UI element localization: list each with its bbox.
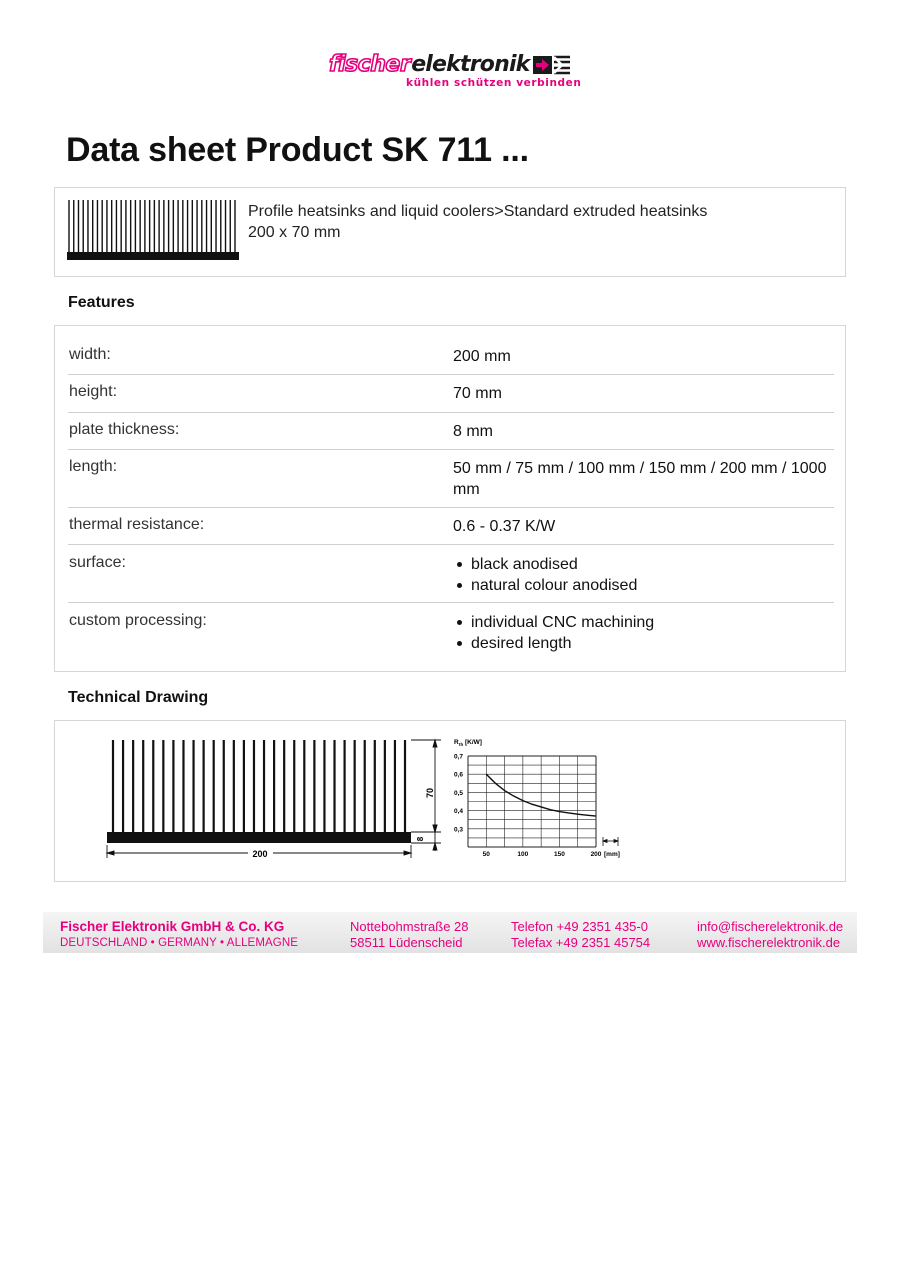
feature-row-thermal-resistance: [68, 516, 834, 545]
fin: [223, 740, 225, 833]
footer-phone: Telefon +49 2351 435-0: [511, 919, 648, 934]
feature-value: 8 mm: [453, 423, 493, 440]
footer-email-link[interactable]: info@fischerelektronik.de: [697, 919, 844, 934]
fin: [213, 740, 215, 833]
list-item: desired length: [453, 633, 828, 654]
feature-value: 200 mm: [453, 348, 511, 365]
footer-company: Fischer Elektronik GmbH & Co. KG: [60, 919, 285, 934]
fin: [394, 740, 396, 833]
feature-key: width:: [69, 346, 111, 363]
y-tick-label: 0,7: [453, 753, 463, 761]
feature-key: thermal resistance:: [69, 516, 205, 533]
fin: [83, 200, 84, 252]
fin: [168, 200, 169, 252]
chart-grid: [468, 756, 596, 847]
fin: [293, 740, 295, 833]
chart-ylabel-sub: th: [459, 742, 464, 747]
feature-value-list: [453, 554, 828, 596]
fin: [192, 740, 194, 833]
features-table: [54, 325, 846, 672]
heatsink-cross-section: [107, 740, 411, 843]
page-footer: [43, 912, 857, 953]
fin: [182, 740, 184, 833]
footer-street: Nottebohmstraße 28: [350, 919, 469, 934]
fin: [87, 200, 88, 252]
chart-x-arrow-icon: [603, 837, 618, 846]
fin: [211, 200, 212, 252]
fin: [343, 740, 345, 833]
width-dimension-label: 200: [252, 849, 268, 859]
base-plate: [107, 832, 411, 843]
fin: [111, 200, 112, 252]
fin: [230, 200, 231, 252]
fin: [130, 200, 131, 252]
fin: [196, 200, 197, 252]
chart-x-ticks: [483, 851, 602, 858]
fin: [158, 200, 159, 252]
list-item: black anodised: [453, 554, 828, 575]
logo-tagline: kühlen schützen verbinden: [406, 77, 582, 89]
fin: [112, 740, 114, 833]
heatsink-profile-icon: [67, 198, 239, 262]
feature-value: 50 mm / 75 mm / 100 mm / 150 mm / 200 mm / 1000 mm: [453, 460, 827, 498]
feature-row-length: [68, 458, 834, 508]
product-description: [248, 201, 707, 243]
fin: [333, 740, 335, 833]
footer-fax: Telefax +49 2351 45754: [511, 935, 651, 950]
technical-drawing: [55, 721, 844, 880]
feature-key: height:: [69, 383, 118, 400]
y-tick-label: 0,5: [453, 789, 463, 797]
footer-city: 58511 Lüdenscheid: [350, 935, 463, 950]
fin: [144, 200, 145, 252]
feature-row-plate-thickness: [68, 421, 834, 450]
fin: [177, 200, 178, 252]
fin: [173, 200, 174, 252]
fin: [243, 740, 245, 833]
fin: [203, 740, 205, 833]
fin: [220, 200, 221, 252]
x-tick-label: 150: [553, 851, 565, 858]
y-tick-label: 0,6: [453, 771, 463, 779]
fin: [139, 200, 140, 252]
feature-value: 0.6 - 0.37 K/W: [453, 518, 556, 535]
x-tick-label: 50: [482, 851, 490, 858]
chart-xlabel: [mm]: [604, 851, 620, 858]
logo-wordmark-fischer: fischer: [329, 52, 411, 77]
fin: [283, 740, 285, 833]
footer-country: DEUTSCHLAND • GERMANY • ALLEMAGNE: [60, 937, 298, 949]
technical-drawing-heading: Technical Drawing: [68, 689, 209, 706]
fin: [163, 200, 164, 252]
brand-logo: [329, 52, 582, 94]
base-plate: [67, 252, 239, 260]
chart-ylabel-unit: [K/W]: [465, 739, 482, 746]
fin: [135, 200, 136, 252]
fin: [149, 200, 150, 252]
feature-row-surface: [68, 554, 834, 603]
fin: [206, 200, 207, 252]
fin: [142, 740, 144, 833]
fin: [187, 200, 188, 252]
x-tick-label: 100: [517, 851, 529, 858]
chart-ylabel-main: R: [454, 739, 459, 746]
fin: [215, 200, 216, 252]
chart-y-ticks: [454, 754, 463, 834]
feature-key: length:: [69, 458, 118, 475]
logo-arrow-icon: [533, 55, 571, 75]
fin: [201, 200, 202, 252]
fin: [225, 200, 226, 252]
fin: [182, 200, 183, 252]
fin: [313, 740, 315, 833]
fin: [68, 200, 69, 252]
fin: [92, 200, 93, 252]
product-dimensions: 200 x 70 mm: [248, 224, 341, 241]
technical-drawing-box: [54, 720, 846, 882]
fin: [106, 200, 107, 252]
feature-key: plate thickness:: [69, 421, 180, 438]
features-heading: Features: [68, 294, 135, 311]
fin: [364, 740, 366, 833]
y-tick-label: 0,3: [453, 826, 463, 834]
fin: [97, 200, 98, 252]
fin: [384, 740, 386, 833]
fin: [152, 740, 154, 833]
page-title: Data sheet Product SK 711 ...: [66, 131, 529, 169]
fin: [102, 200, 103, 252]
fin: [404, 740, 406, 833]
thermal-resistance-chart: [454, 739, 620, 858]
fin: [263, 740, 265, 833]
fin: [192, 200, 193, 252]
feature-value: 70 mm: [453, 385, 502, 402]
fin: [354, 740, 356, 833]
fin: [162, 740, 164, 833]
fin: [122, 740, 124, 833]
x-tick-label: 200: [590, 851, 602, 858]
logo-wordmark-elektronik: elektronik: [411, 52, 530, 77]
plate-dimension-label: 8: [416, 836, 425, 842]
fin: [73, 200, 74, 252]
feature-row-width: [68, 346, 834, 375]
fin: [172, 740, 174, 833]
fin: [323, 740, 325, 833]
fin: [234, 200, 235, 252]
feature-key: surface:: [69, 554, 126, 571]
feature-row-custom-processing: [68, 612, 834, 656]
list-item: individual CNC machining: [453, 612, 828, 633]
feature-key: custom processing:: [69, 612, 207, 629]
fin: [154, 200, 155, 252]
fin: [120, 200, 121, 252]
footer-website-link[interactable]: www.fischerelektronik.de: [697, 935, 841, 950]
fin: [125, 200, 126, 252]
fin: [303, 740, 305, 833]
fin: [116, 200, 117, 252]
fin: [253, 740, 255, 833]
product-category-path: Profile heatsinks and liquid coolers>Standard extruded heatsinks: [248, 203, 708, 220]
fin: [374, 740, 376, 833]
fin: [78, 200, 79, 252]
fin: [132, 740, 134, 833]
y-tick-label: 0,4: [453, 808, 463, 816]
feature-value-list: [453, 612, 828, 654]
fin: [273, 740, 275, 833]
fin: [233, 740, 235, 833]
list-item: natural colour anodised: [453, 575, 828, 596]
feature-row-height: [68, 383, 834, 413]
product-summary-box: [54, 187, 846, 277]
height-dimension-label: 70: [425, 787, 435, 799]
